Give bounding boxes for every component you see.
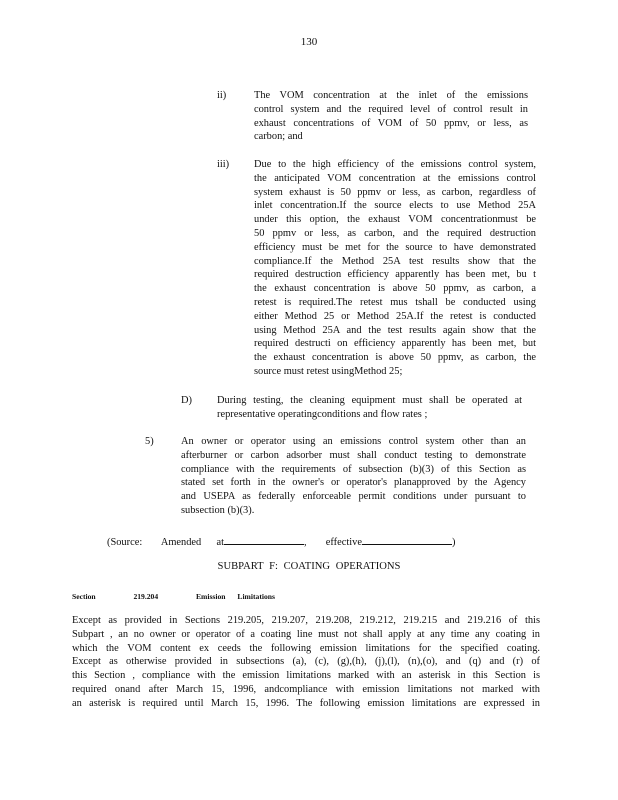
text-line: the exhaust concentration is above 50 ppmv, as carbon, the <box>254 352 536 364</box>
section-word: Section <box>72 592 96 601</box>
text-line: the exhaust concentration is above 50 ppmv, as carbon, a <box>254 283 536 295</box>
item-text-5 <box>181 435 526 518</box>
text-line: Except as otherwise provided in subsections (a), (c), (g),(h), (j),(l), (n),(o), and (q) and (r) of <box>72 656 540 668</box>
text-line: An owner or operator using an emissions control system other than an <box>181 436 526 447</box>
text-line: under this option, the exhaust VOM concentrationmust be <box>254 214 536 226</box>
item-label-d: D) <box>181 395 192 406</box>
text-line: inlet concentration.If the source elects to use Method 25A <box>254 200 536 212</box>
source-open: (Source: <box>107 537 143 548</box>
text-line: Due to the high efficiency of the emissions control system, <box>254 159 536 170</box>
item-text-iii <box>254 158 536 379</box>
section-body <box>72 614 540 711</box>
text-line: retest is required.The retest mus tshall be conducted using <box>254 296 536 308</box>
text-line: required destruction efficiency apparently has been met, bu t <box>254 269 536 281</box>
source-at: at <box>216 537 224 548</box>
item-text-ii <box>254 89 528 144</box>
text-line: exhaust concentrations of VOM of 50 ppmv, or less, as <box>254 117 528 129</box>
item-label-iii: iii) <box>217 159 230 170</box>
text-line: compliance with the requirements of subsection (b)(3) of this Section as <box>181 463 526 475</box>
text-line: an asterisk is required until March 15, 1996. The following emission limitations are expressed in <box>72 697 540 709</box>
text-line: During testing, the cleaning equipment must shall be operated at <box>217 395 522 406</box>
text-line: the anticipated VOM concentration at the emissions control <box>254 172 536 184</box>
text-line: which the VOM content ex ceeds the following emission limitations for the specified coating. <box>72 642 540 654</box>
text-line: control system and the required level of control result in <box>254 103 528 115</box>
text-line: stated set forth in the owner's or operator's planapproved by the Agency <box>181 477 526 489</box>
amended-date-blank <box>224 534 304 545</box>
section-heading <box>72 590 275 604</box>
text-line: either Method 25 or Method 25A.If the retest is conducted <box>254 310 536 322</box>
text-line: representative operatingconditions and flow rates ; <box>217 408 428 420</box>
text-line: system exhaust is 50 ppmv or less, as carbon, regardless of <box>254 186 536 198</box>
effective-date-blank <box>362 534 452 545</box>
text-line: source must retest usingMethod 25; <box>254 365 403 377</box>
section-title: Emission Limitations <box>195 592 275 601</box>
text-line: subsection (b)(3). <box>181 504 255 516</box>
item-label-ii: ii) <box>217 90 227 101</box>
item-text-d <box>217 394 522 422</box>
source-effective: effective <box>325 537 362 548</box>
text-line: and USEPA as federally enforceable permit conditions under pursuant to <box>181 491 526 503</box>
subpart-heading: SUBPART F: COATING OPERATIONS <box>217 561 401 572</box>
text-line: efficiency must be met for the source to have demonstrated <box>254 241 536 253</box>
source-note <box>107 534 455 550</box>
text-line: required destructi on efficiency apparently has been met, but <box>254 338 536 350</box>
text-line: 50 ppmv or less, as carbon, and the required destruction <box>254 227 536 239</box>
text-line: compliance.If the Method 25A test results show that the <box>254 255 536 267</box>
source-comma: , <box>303 537 307 548</box>
source-close: ) <box>451 537 456 548</box>
page-number: 130 <box>300 36 318 48</box>
source-amended: Amended <box>160 537 202 548</box>
text-line: carbon; and <box>254 131 303 143</box>
text-line: this Section , compliance with the emission limitations marked with an asterisk in this Section is <box>72 670 540 682</box>
text-line: Except as provided in Sections 219.205, 219.207, 219.208, 219.212, 219.215 and 219.216 of this <box>72 615 540 626</box>
text-line: The VOM concentration at the inlet of the emissions <box>254 90 528 101</box>
text-line: Subpart , an no owner or operator of a coating line must not shall apply at any time any coating in <box>72 628 540 640</box>
text-line: afterburner or carbon adsorber must shall conduct testing to demonstrate <box>181 449 526 461</box>
text-line: required onand after March 15, 1996, andcompliance with emission limitations not marked with <box>72 683 540 695</box>
text-line: using Method 25A and the test results again show that the <box>254 324 536 336</box>
section-number: 219.204 <box>133 592 159 601</box>
item-label-5: 5) <box>145 436 154 447</box>
